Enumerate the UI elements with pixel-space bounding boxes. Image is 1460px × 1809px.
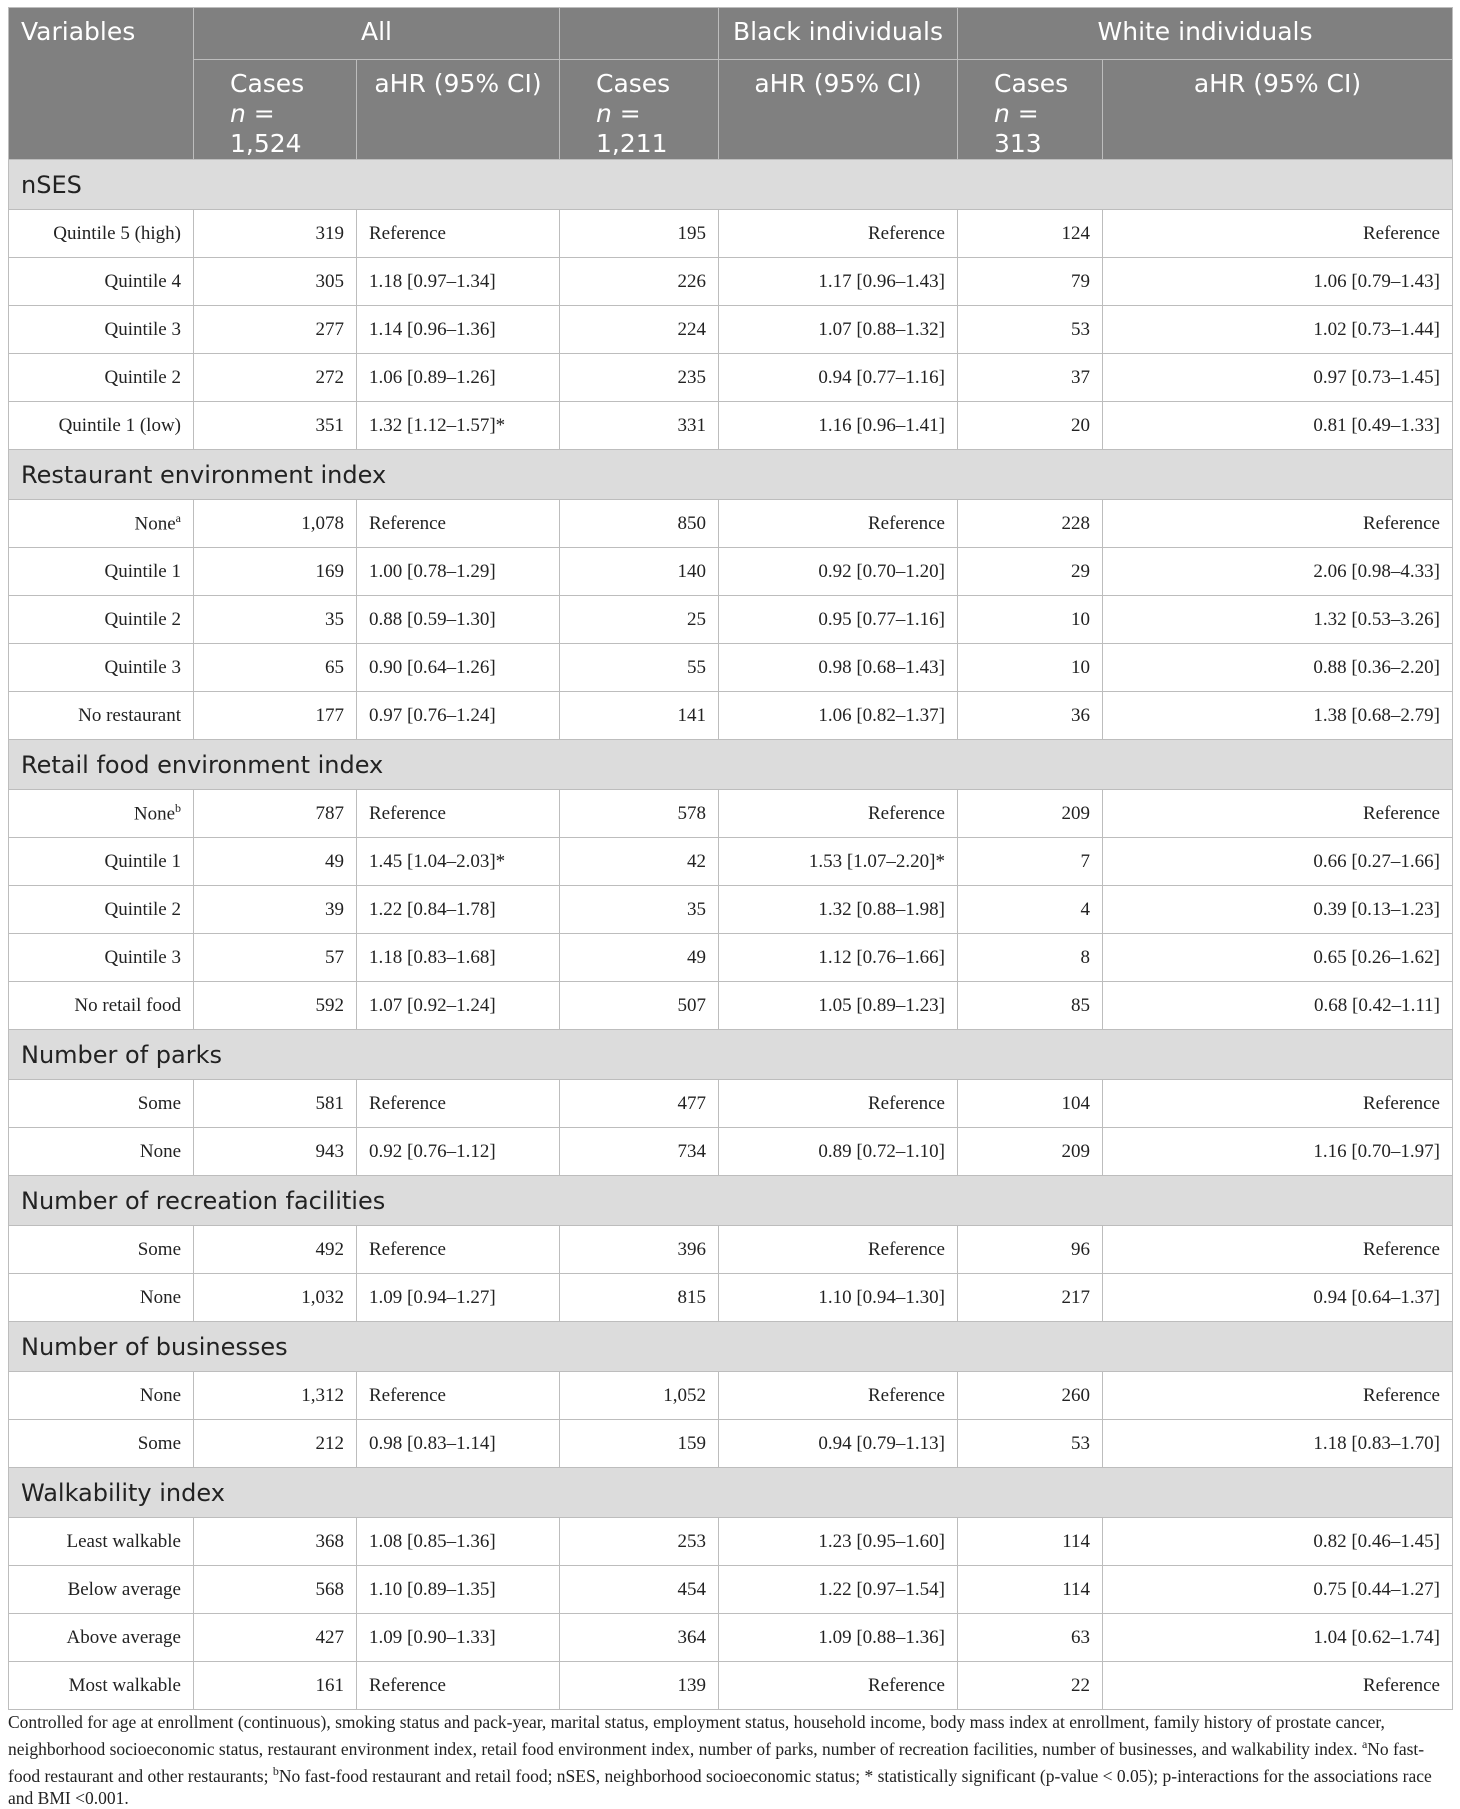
black-ahr-cell: 0.92 [0.70–1.20] bbox=[719, 548, 958, 596]
all-cases-cell: 787 bbox=[194, 790, 357, 838]
all-ahr-cell: 1.08 [0.85–1.36] bbox=[357, 1518, 560, 1566]
white-cases-cell: 8 bbox=[958, 934, 1103, 982]
row-label: Quintile 1 (low) bbox=[9, 402, 194, 450]
white-ahr-cell: 1.06 [0.79–1.43] bbox=[1103, 258, 1453, 306]
white-cases-cell: 104 bbox=[958, 1080, 1103, 1128]
white-ahr-cell: 0.97 [0.73–1.45] bbox=[1103, 354, 1453, 402]
section-header-row bbox=[9, 160, 1453, 210]
all-ahr-cell: 1.45 [1.04–2.03]* bbox=[357, 838, 560, 886]
table-row bbox=[9, 1420, 1453, 1468]
table-row bbox=[9, 1614, 1453, 1662]
white-ahr-cell: 0.65 [0.26–1.62] bbox=[1103, 934, 1453, 982]
white-cases-cell: 79 bbox=[958, 258, 1103, 306]
white-ahr-cell: 0.39 [0.13–1.23] bbox=[1103, 886, 1453, 934]
black-ahr-cell: Reference bbox=[719, 1372, 958, 1420]
all-cases-cell: 57 bbox=[194, 934, 357, 982]
white-cases-cell: 10 bbox=[958, 644, 1103, 692]
black-ahr-cell: Reference bbox=[719, 1226, 958, 1274]
variables-header: Variables bbox=[9, 8, 194, 160]
table-row bbox=[9, 838, 1453, 886]
all-ahr-cell: Reference bbox=[357, 1226, 560, 1274]
black-ahr-cell: 1.10 [0.94–1.30] bbox=[719, 1274, 958, 1322]
white-cases-cell: 63 bbox=[958, 1614, 1103, 1662]
all-cases-cell: 35 bbox=[194, 596, 357, 644]
white-cases-cell: 209 bbox=[958, 1128, 1103, 1176]
table-row bbox=[9, 1662, 1453, 1710]
white-cases-cell: 96 bbox=[958, 1226, 1103, 1274]
all-ahr-cell: Reference bbox=[357, 790, 560, 838]
white-ahr-cell: 1.16 [0.70–1.97] bbox=[1103, 1128, 1453, 1176]
section-title: Number of recreation facilities bbox=[9, 1176, 1453, 1226]
white-cases-cell: 20 bbox=[958, 402, 1103, 450]
table-row bbox=[9, 886, 1453, 934]
black-ahr-cell: 0.95 [0.77–1.16] bbox=[719, 596, 958, 644]
row-label: Quintile 2 bbox=[9, 596, 194, 644]
table-row bbox=[9, 692, 1453, 740]
black-ahr-cell: 1.07 [0.88–1.32] bbox=[719, 306, 958, 354]
table-row bbox=[9, 790, 1453, 838]
all-ahr-cell: 0.92 [0.76–1.12] bbox=[357, 1128, 560, 1176]
row-label: No retail food bbox=[9, 982, 194, 1030]
black-cases-cell: 815 bbox=[560, 1274, 719, 1322]
table-row bbox=[9, 1226, 1453, 1274]
white-ahr-cell: Reference bbox=[1103, 1080, 1453, 1128]
table-row bbox=[9, 306, 1453, 354]
all-cases-cell: 1,032 bbox=[194, 1274, 357, 1322]
black-cases-cell: 235 bbox=[560, 354, 719, 402]
all-cases-cell: 161 bbox=[194, 1662, 357, 1710]
white-cases-cell: 7 bbox=[958, 838, 1103, 886]
all-cases-cell: 581 bbox=[194, 1080, 357, 1128]
section-title: Restaurant environment index bbox=[9, 450, 1453, 500]
table-row bbox=[9, 258, 1453, 306]
white-ahr-cell: 1.04 [0.62–1.74] bbox=[1103, 1614, 1453, 1662]
black-cases-cell: 331 bbox=[560, 402, 719, 450]
black-cases-cell: 477 bbox=[560, 1080, 719, 1128]
all-ahr-cell: 0.88 [0.59–1.30] bbox=[357, 596, 560, 644]
black-ahr-cell: 1.17 [0.96–1.43] bbox=[719, 258, 958, 306]
all-cases-cell: 943 bbox=[194, 1128, 357, 1176]
black-cases-cell: 226 bbox=[560, 258, 719, 306]
table-row bbox=[9, 644, 1453, 692]
black-cases-cell: 224 bbox=[560, 306, 719, 354]
section-header-row bbox=[9, 740, 1453, 790]
black-cases-top-header bbox=[560, 8, 719, 60]
table-row bbox=[9, 982, 1453, 1030]
row-label: None bbox=[9, 1128, 194, 1176]
row-label: Quintile 5 (high) bbox=[9, 210, 194, 258]
all-ahr-cell: 0.90 [0.64–1.26] bbox=[357, 644, 560, 692]
black-ahr-cell: 1.12 [0.76–1.66] bbox=[719, 934, 958, 982]
all-cases-cell: 169 bbox=[194, 548, 357, 596]
white-ahr-cell: 0.75 [0.44–1.27] bbox=[1103, 1566, 1453, 1614]
all-cases-cell: 1,078 bbox=[194, 500, 357, 548]
all-cases-cell: 319 bbox=[194, 210, 357, 258]
black-cases-cell: 55 bbox=[560, 644, 719, 692]
row-label: Quintile 3 bbox=[9, 934, 194, 982]
white-cases-cell: 124 bbox=[958, 210, 1103, 258]
white-cases-header: Cases n = 313 bbox=[958, 60, 1103, 160]
white-cases-cell: 114 bbox=[958, 1566, 1103, 1614]
row-label: Quintile 4 bbox=[9, 258, 194, 306]
black-ahr-cell: 1.22 [0.97–1.54] bbox=[719, 1566, 958, 1614]
row-label: Some bbox=[9, 1420, 194, 1468]
row-label: Some bbox=[9, 1080, 194, 1128]
all-ahr-cell: 1.32 [1.12–1.57]* bbox=[357, 402, 560, 450]
table-header bbox=[9, 8, 1453, 160]
table-row bbox=[9, 934, 1453, 982]
black-cases-cell: 35 bbox=[560, 886, 719, 934]
white-ahr-cell: Reference bbox=[1103, 1226, 1453, 1274]
black-cases-cell: 507 bbox=[560, 982, 719, 1030]
white-ahr-cell: 0.68 [0.42–1.11] bbox=[1103, 982, 1453, 1030]
black-ahr-cell: 1.53 [1.07–2.20]* bbox=[719, 838, 958, 886]
table-row bbox=[9, 210, 1453, 258]
black-cases-cell: 734 bbox=[560, 1128, 719, 1176]
row-label: Least walkable bbox=[9, 1518, 194, 1566]
all-cases-cell: 427 bbox=[194, 1614, 357, 1662]
section-title: Number of parks bbox=[9, 1030, 1453, 1080]
black-ahr-cell: 1.09 [0.88–1.36] bbox=[719, 1614, 958, 1662]
black-cases-cell: 140 bbox=[560, 548, 719, 596]
table-row bbox=[9, 354, 1453, 402]
all-ahr-cell: 1.09 [0.90–1.33] bbox=[357, 1614, 560, 1662]
section-header-row bbox=[9, 1030, 1453, 1080]
black-cases-cell: 42 bbox=[560, 838, 719, 886]
black-cases-cell: 159 bbox=[560, 1420, 719, 1468]
all-cases-cell: 368 bbox=[194, 1518, 357, 1566]
black-ahr-cell: Reference bbox=[719, 1080, 958, 1128]
all-ahr-cell: Reference bbox=[357, 500, 560, 548]
row-label: Quintile 1 bbox=[9, 548, 194, 596]
table-row bbox=[9, 402, 1453, 450]
all-cases-cell: 39 bbox=[194, 886, 357, 934]
all-cases-cell: 65 bbox=[194, 644, 357, 692]
white-ahr-cell: 0.81 [0.49–1.33] bbox=[1103, 402, 1453, 450]
all-cases-cell: 1,312 bbox=[194, 1372, 357, 1420]
all-ahr-cell: 1.14 [0.96–1.36] bbox=[357, 306, 560, 354]
row-label: No restaurant bbox=[9, 692, 194, 740]
black-ahr-cell: 0.94 [0.77–1.16] bbox=[719, 354, 958, 402]
all-ahr-cell: Reference bbox=[357, 1080, 560, 1128]
all-ahr-cell: 1.18 [0.97–1.34] bbox=[357, 258, 560, 306]
black-cases-cell: 253 bbox=[560, 1518, 719, 1566]
black-cases-cell: 578 bbox=[560, 790, 719, 838]
table-footnote: Controlled for age at enrollment (continuous), smoking status and pack-year, marital status, employment status, household income, body mass index at enrollment, family history of prostate cancer, neighborhood socioeconomic status, restaurant environment index, retail food environment index, number of parks, number of recreation facilities, number of businesses, and walkability index. $^a$No fast-food restaurant and other restaurants; $^b$No fast-food restaurant and retail food; nSES, neighborhood socioeconomic status; * statistically significant (p-value < 0.05); p-interactions for the associations race and BMI <0.001. bbox=[8, 1712, 1432, 1808]
all-cases-cell: 212 bbox=[194, 1420, 357, 1468]
all-cases-header: Cases n = 1,524 bbox=[194, 60, 357, 160]
table-row bbox=[9, 548, 1453, 596]
white-ahr-cell: Reference bbox=[1103, 210, 1453, 258]
black-ahr-cell: 1.32 [0.88–1.98] bbox=[719, 886, 958, 934]
table-row bbox=[9, 500, 1453, 548]
black-ahr-cell: Reference bbox=[719, 1662, 958, 1710]
white-cases-cell: 36 bbox=[958, 692, 1103, 740]
all-ahr-cell: 0.97 [0.76–1.24] bbox=[357, 692, 560, 740]
all-ahr-cell: 1.06 [0.89–1.26] bbox=[357, 354, 560, 402]
table-row bbox=[9, 1128, 1453, 1176]
white-cases-cell: 22 bbox=[958, 1662, 1103, 1710]
black-cases-cell: 850 bbox=[560, 500, 719, 548]
white-ahr-cell: 0.94 [0.64–1.37] bbox=[1103, 1274, 1453, 1322]
black-cases-cell: 141 bbox=[560, 692, 719, 740]
black-ahr-cell: 0.94 [0.79–1.13] bbox=[719, 1420, 958, 1468]
all-ahr-cell: 1.09 [0.94–1.27] bbox=[357, 1274, 560, 1322]
row-label: Quintile 3 bbox=[9, 644, 194, 692]
table-row bbox=[9, 1274, 1453, 1322]
white-cases-cell: 260 bbox=[958, 1372, 1103, 1420]
white-cases-cell: 217 bbox=[958, 1274, 1103, 1322]
white-cases-cell: 228 bbox=[958, 500, 1103, 548]
white-ahr-cell: 0.82 [0.46–1.45] bbox=[1103, 1518, 1453, 1566]
section-header-row bbox=[9, 1468, 1453, 1518]
white-ahr-cell: Reference bbox=[1103, 790, 1453, 838]
black-ahr-cell: 0.98 [0.68–1.43] bbox=[719, 644, 958, 692]
section-title: Number of businesses bbox=[9, 1322, 1453, 1372]
section-title: Walkability index bbox=[9, 1468, 1453, 1518]
all-ahr-cell: 1.00 [0.78–1.29] bbox=[357, 548, 560, 596]
black-ahr-cell: 1.23 [0.95–1.60] bbox=[719, 1518, 958, 1566]
black-cases-cell: 364 bbox=[560, 1614, 719, 1662]
all-cases-cell: 272 bbox=[194, 354, 357, 402]
black-ahr-cell: 1.06 [0.82–1.37] bbox=[719, 692, 958, 740]
all-ahr-cell: Reference bbox=[357, 210, 560, 258]
table-body bbox=[9, 160, 1453, 1710]
all-ahr-cell: Reference bbox=[357, 1662, 560, 1710]
black-cases-cell: 396 bbox=[560, 1226, 719, 1274]
black-cases-cell: 454 bbox=[560, 1566, 719, 1614]
all-ahr-cell: 1.10 [0.89–1.35] bbox=[357, 1566, 560, 1614]
all-cases-cell: 277 bbox=[194, 306, 357, 354]
all-cases-cell: 49 bbox=[194, 838, 357, 886]
white-ahr-cell: 0.66 [0.27–1.66] bbox=[1103, 838, 1453, 886]
white-ahr-cell: 0.88 [0.36–2.20] bbox=[1103, 644, 1453, 692]
row-label: Quintile 3 bbox=[9, 306, 194, 354]
all-ahr-cell: Reference bbox=[357, 1372, 560, 1420]
all-cases-cell: 568 bbox=[194, 1566, 357, 1614]
all-ahr-cell: 1.18 [0.83–1.68] bbox=[357, 934, 560, 982]
table-row bbox=[9, 1080, 1453, 1128]
all-ahr-cell: 0.98 [0.83–1.14] bbox=[357, 1420, 560, 1468]
black-cases-cell: 139 bbox=[560, 1662, 719, 1710]
row-label: Quintile 2 bbox=[9, 354, 194, 402]
white-cases-cell: 209 bbox=[958, 790, 1103, 838]
row-label: None$^a$ bbox=[9, 500, 194, 548]
all-cases-cell: 351 bbox=[194, 402, 357, 450]
row-label: None bbox=[9, 1372, 194, 1420]
white-cases-cell: 10 bbox=[958, 596, 1103, 644]
row-label: None$^b$ bbox=[9, 790, 194, 838]
section-header-row bbox=[9, 450, 1453, 500]
all-cases-cell: 492 bbox=[194, 1226, 357, 1274]
black-cases-header: Cases n = 1,211 bbox=[560, 60, 719, 160]
all-group-header: All bbox=[194, 8, 560, 60]
section-title: nSES bbox=[9, 160, 1453, 210]
section-title: Retail food environment index bbox=[9, 740, 1453, 790]
row-label: Some bbox=[9, 1226, 194, 1274]
black-ahr-cell: 0.89 [0.72–1.10] bbox=[719, 1128, 958, 1176]
row-label: None bbox=[9, 1274, 194, 1322]
row-label: Above average bbox=[9, 1614, 194, 1662]
all-cases-cell: 177 bbox=[194, 692, 357, 740]
black-ahr-cell: 1.05 [0.89–1.23] bbox=[719, 982, 958, 1030]
all-cases-cell: 305 bbox=[194, 258, 357, 306]
white-cases-cell: 53 bbox=[958, 1420, 1103, 1468]
table-row bbox=[9, 1566, 1453, 1614]
all-cases-cell: 592 bbox=[194, 982, 357, 1030]
black-ahr-cell: 1.16 [0.96–1.41] bbox=[719, 402, 958, 450]
white-ahr-cell: 1.18 [0.83–1.70] bbox=[1103, 1420, 1453, 1468]
all-ahr-cell: 1.07 [0.92–1.24] bbox=[357, 982, 560, 1030]
black-cases-cell: 1,052 bbox=[560, 1372, 719, 1420]
black-cases-cell: 49 bbox=[560, 934, 719, 982]
row-label: Most walkable bbox=[9, 1662, 194, 1710]
white-ahr-cell: Reference bbox=[1103, 1372, 1453, 1420]
black-ahr-cell: Reference bbox=[719, 790, 958, 838]
black-ahr-cell: Reference bbox=[719, 210, 958, 258]
white-ahr-cell: 1.38 [0.68–2.79] bbox=[1103, 692, 1453, 740]
all-ahr-cell: 1.22 [0.84–1.78] bbox=[357, 886, 560, 934]
black-ahr-cell: Reference bbox=[719, 500, 958, 548]
section-header-row bbox=[9, 1322, 1453, 1372]
row-label: Below average bbox=[9, 1566, 194, 1614]
white-group-header: White individuals bbox=[958, 8, 1453, 60]
black-cases-cell: 25 bbox=[560, 596, 719, 644]
black-cases-cell: 195 bbox=[560, 210, 719, 258]
row-label: Quintile 1 bbox=[9, 838, 194, 886]
section-header-row bbox=[9, 1176, 1453, 1226]
white-cases-cell: 114 bbox=[958, 1518, 1103, 1566]
white-cases-cell: 29 bbox=[958, 548, 1103, 596]
black-ahr-header: aHR (95% CI) bbox=[719, 60, 958, 160]
white-ahr-header: aHR (95% CI) bbox=[1103, 60, 1453, 160]
table-row bbox=[9, 1372, 1453, 1420]
results-table bbox=[8, 7, 1453, 1710]
white-ahr-cell: 2.06 [0.98–4.33] bbox=[1103, 548, 1453, 596]
black-group-header: Black individuals bbox=[719, 8, 958, 60]
white-ahr-cell: Reference bbox=[1103, 1662, 1453, 1710]
results-table-container bbox=[8, 7, 1452, 1710]
white-cases-cell: 4 bbox=[958, 886, 1103, 934]
table-row bbox=[9, 1518, 1453, 1566]
row-label: Quintile 2 bbox=[9, 886, 194, 934]
white-ahr-cell: Reference bbox=[1103, 500, 1453, 548]
all-ahr-header: aHR (95% CI) bbox=[357, 60, 560, 160]
white-ahr-cell: 1.02 [0.73–1.44] bbox=[1103, 306, 1453, 354]
white-cases-cell: 53 bbox=[958, 306, 1103, 354]
white-cases-cell: 37 bbox=[958, 354, 1103, 402]
table-row bbox=[9, 596, 1453, 644]
white-cases-cell: 85 bbox=[958, 982, 1103, 1030]
white-ahr-cell: 1.32 [0.53–3.26] bbox=[1103, 596, 1453, 644]
